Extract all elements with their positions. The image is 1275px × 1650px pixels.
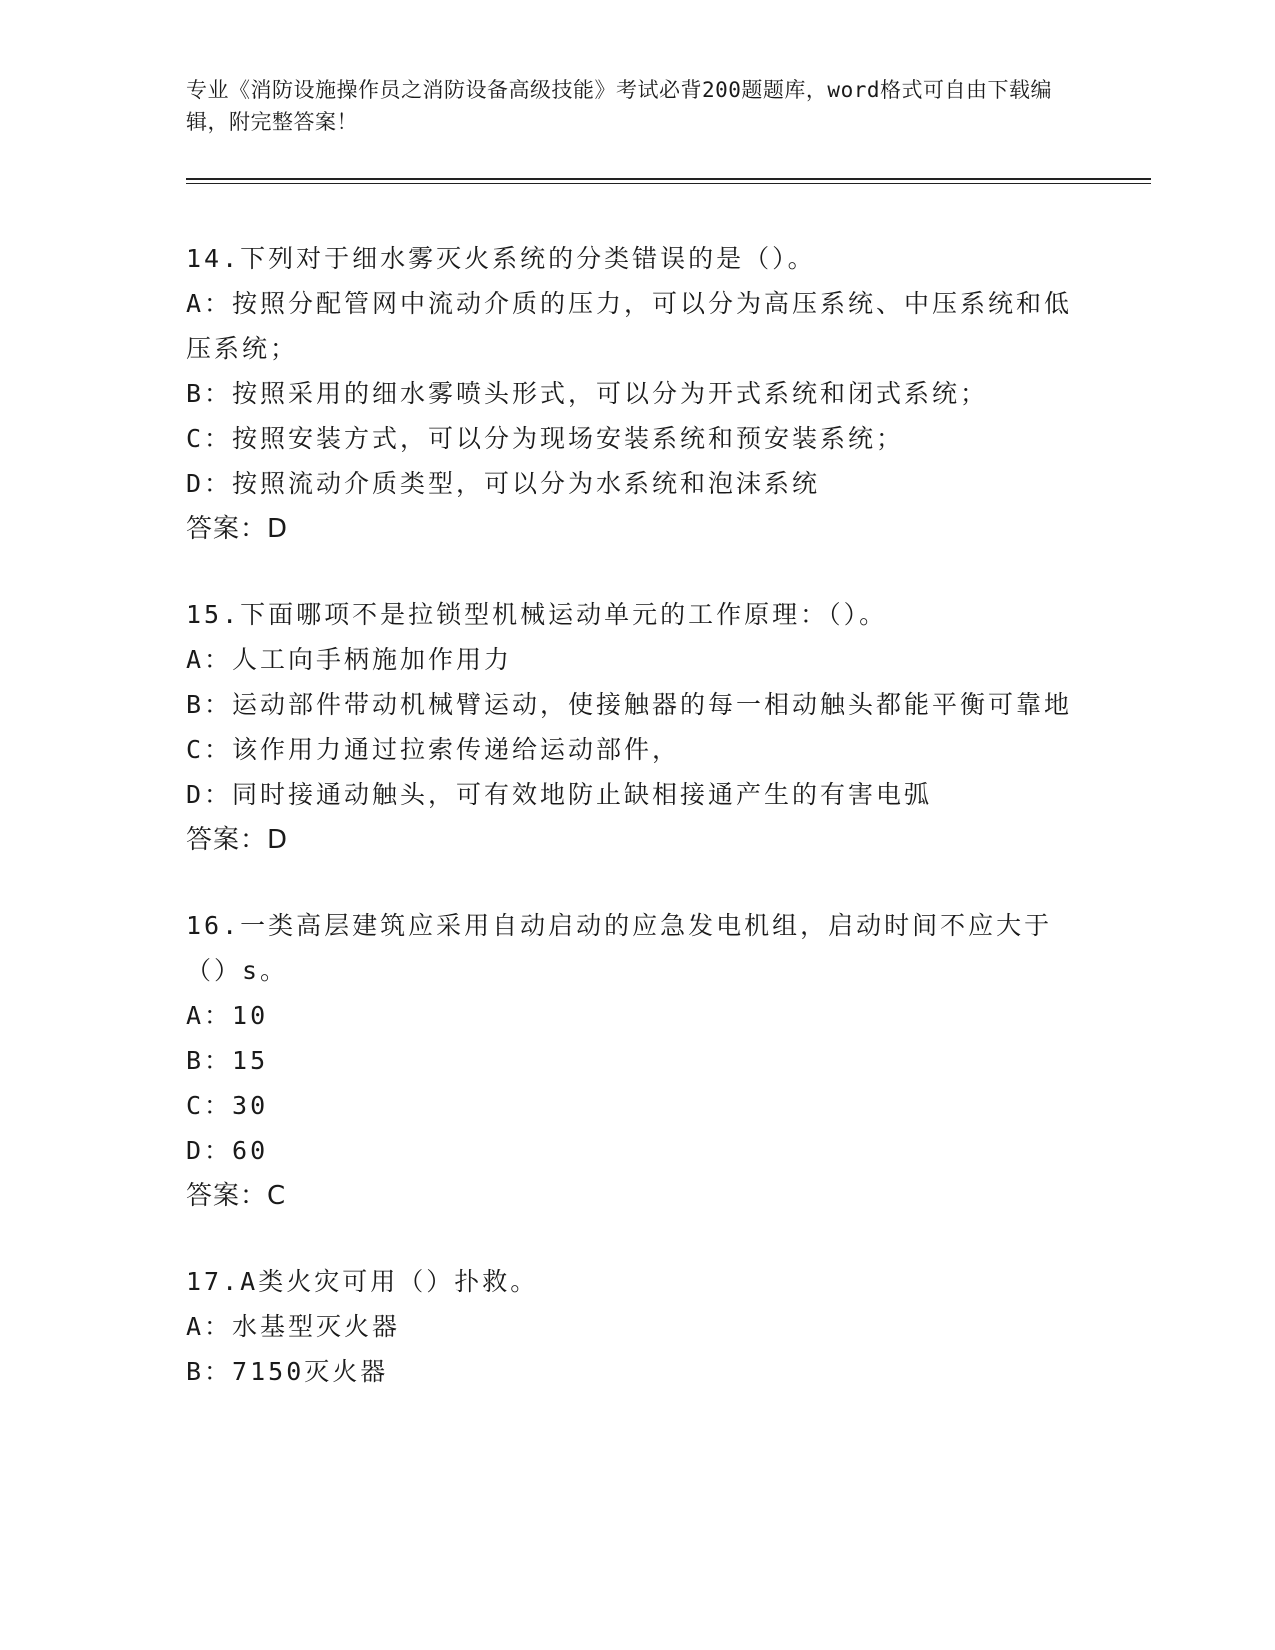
answer-line (186, 817, 1086, 863)
answer-line (186, 1173, 1086, 1219)
answer-label: 答案： (186, 514, 268, 544)
answer-label: 答案： (186, 825, 268, 855)
question-15 (186, 592, 1086, 863)
header-divider-thin (186, 183, 1151, 184)
option-d: D：60 (186, 1136, 269, 1165)
option-d: D：同时接通动触头，可有效地防止缺相接通产生的有害电弧 (186, 780, 933, 809)
question-list (186, 236, 1086, 1434)
option-b: B：15 (186, 1046, 269, 1075)
option-d: D：按照流动介质类型，可以分为水系统和泡沫系统 (186, 469, 821, 498)
document-header: 专业《消防设施操作员之消防设备高级技能》考试必背200题题库，word格式可自由下载编辑，附完整答案！ (186, 78, 1052, 134)
option-b: B：7150灭火器 (186, 1357, 389, 1386)
option-a: A：按照分配管网中流动介质的压力，可以分为高压系统、中压系统和低压系统； (186, 289, 1073, 363)
question-14 (186, 236, 1086, 552)
option-a: A：水基型灭火器 (186, 1312, 401, 1341)
answer-value: C (267, 1181, 287, 1211)
question-stem: 16.一类高层建筑应采用自动启动的应急发电机组，启动时间不应大于（）s。 (186, 911, 1053, 985)
answer-label: 答案： (186, 1181, 268, 1211)
answer-line (186, 506, 1086, 552)
option-c: C：按照安装方式，可以分为现场安装系统和预安装系统； (186, 424, 905, 453)
option-a: A：10 (186, 1001, 269, 1030)
option-c: C：该作用力通过拉索传递给运动部件， (186, 735, 681, 764)
question-stem: 14.下列对于细水雾灭火系统的分类错误的是（）。 (186, 244, 816, 273)
question-stem: 17.A类火灾可用（）扑救。 (186, 1267, 539, 1296)
question-stem: 15.下面哪项不是拉锁型机械运动单元的工作原理：（）。 (186, 600, 888, 629)
option-c: C：30 (186, 1091, 269, 1120)
header-divider-thick (186, 178, 1151, 180)
question-16 (186, 903, 1086, 1219)
answer-value: D (267, 514, 289, 544)
option-b: B：按照采用的细水雾喷头形式，可以分为开式系统和闭式系统； (186, 379, 989, 408)
option-b: B：运动部件带动机械臂运动，使接触器的每一相动触头都能平衡可靠地 (186, 690, 1073, 719)
answer-value: D (267, 825, 289, 855)
question-17 (186, 1259, 1086, 1394)
option-a: A：人工向手柄施加作用力 (186, 645, 513, 674)
